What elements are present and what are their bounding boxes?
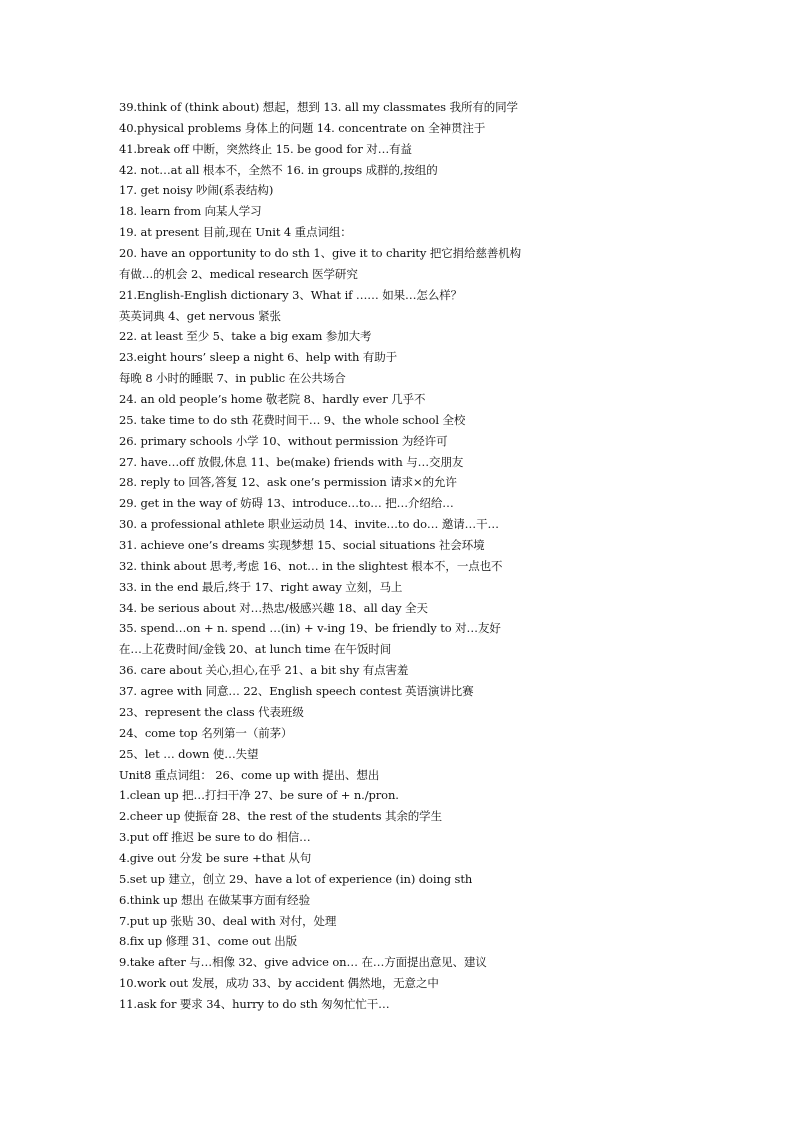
text-line: 每晚 8 小时的睡眠 7、in public 在公共场合 — [119, 371, 346, 386]
text-line: 23、represent the class 代表班级 — [119, 704, 304, 719]
text-line: 有做…的机会 2、medical research 医学研究 — [119, 266, 358, 281]
text-line: 34. be serious about 对…热忠/极感兴趣 18、all day 全天 — [119, 600, 428, 615]
text-line: 37. agree with 同意… 22、English speech contest 英语演讲比赛 — [119, 684, 474, 699]
text-line: 39.think of (think about) 想起，想到 13. all my classmates 我所有的同学 — [119, 100, 518, 114]
text-line: 19. at present 目前,现在 Unit 4 重点词组： — [119, 225, 352, 240]
text-line: 7.put up 张贴 30、deal with 对付，处理 — [119, 913, 337, 928]
document-body — [119, 97, 539, 1015]
text-line: 27. have…off 放假,休息 11、be(make) friends with 与…交朋友 — [119, 454, 464, 469]
text-line: 18. learn from 向某人学习 — [119, 204, 262, 219]
text-line: 8.fix up 修理 31、come out 出版 — [119, 934, 297, 949]
text-line: 9.take after 与…相像 32、give advice on… 在…方面提出意见、建议 — [119, 955, 487, 970]
text-line: 5.set up 建立，创立 29、have a lot of experience (in) doing sth — [119, 871, 473, 886]
text-line: 24. an old people’s home 敬老院 8、hardly ever 几乎不 — [119, 392, 426, 407]
text-line: 11.ask for 要求 34、hurry to do sth 匆匆忙忙干… — [119, 996, 390, 1011]
text-line: 29. get in the way of 妨碍 13、introduce…to… 把…介绍给… — [119, 496, 454, 511]
section-heading-unit8: Unit8 重点词组： 26、come up with 提出、想出 — [119, 767, 380, 782]
text-line: 10.work out 发展，成功 33、by accident 偶然地，无意之中 — [119, 976, 439, 991]
text-line: 23.eight hours’ sleep a night 6、help with 有助于 — [119, 350, 398, 365]
text-line: 4.give out 分发 be sure +that 从句 — [119, 850, 312, 865]
text-line: 31. achieve one’s dreams 实现梦想 15、social situations 社会环境 — [119, 538, 485, 553]
text-line: 3.put off 推迟 be sure to do 相信… — [119, 830, 311, 845]
text-line: 35. spend…on + n. spend …(in) + v-ing 19、be friendly to 对…友好 — [119, 621, 501, 636]
text-line: 42. not…at all 根本不，全然不 16. in groups 成群的,按组的 — [119, 162, 438, 177]
text-line: 2.cheer up 使振奋 28、the rest of the students 其余的学生 — [119, 809, 442, 824]
text-line: 33. in the end 最后,终于 17、right away 立刻，马上 — [119, 579, 403, 594]
text-line: 6.think up 想出 在做某事方面有经验 — [119, 892, 310, 907]
text-line: 在…上花费时间/金钱 20、at lunch time 在午饭时间 — [119, 642, 392, 657]
text-line: 1.clean up 把…打扫干净 27、be sure of + n./pron. — [119, 788, 399, 803]
text-line: 22. at least 至少 5、take a big exam 参加大考 — [119, 329, 372, 344]
text-line: 英英词典 4、get nervous 紧张 — [119, 308, 281, 323]
text-line: 17. get noisy 吵闹(系表结构) — [119, 183, 274, 198]
text-line: 30. a professional athlete 职业运动员 14、invite…to do… 邀请…干… — [119, 517, 499, 532]
text-line: 21.English-English dictionary 3、What if …… 如果…怎么样？ — [119, 287, 463, 302]
text-line: 20. have an opportunity to do sth 1、give it to charity 把它捐给慈善机构 — [119, 246, 522, 261]
text-line: 41.break off 中断，突然终止 15. be good for 对…有益 — [119, 141, 412, 156]
text-line: 40.physical problems 身体上的问题 14. concentrate on 全神贯注于 — [119, 120, 486, 135]
text-line: 36. care about 关心,担心,在乎 21、a bit shy 有点害羞 — [119, 663, 409, 678]
text-line: 28. reply to 回答,答复 12、ask one’s permission 请求×的允许 — [119, 475, 457, 490]
text-line: 25、let … down 使…失望 — [119, 746, 259, 761]
text-line: 25. take time to do sth 花费时间干… 9、the whole school 全校 — [119, 412, 466, 427]
text-line: 24、come top 名列第一（前茅） — [119, 725, 293, 740]
text-line: 26. primary schools 小学 10、without permission 为经许可 — [119, 433, 448, 448]
text-line: 32. think about 思考,考虑 16、not… in the slightest 根本不，一点也不 — [119, 558, 503, 573]
